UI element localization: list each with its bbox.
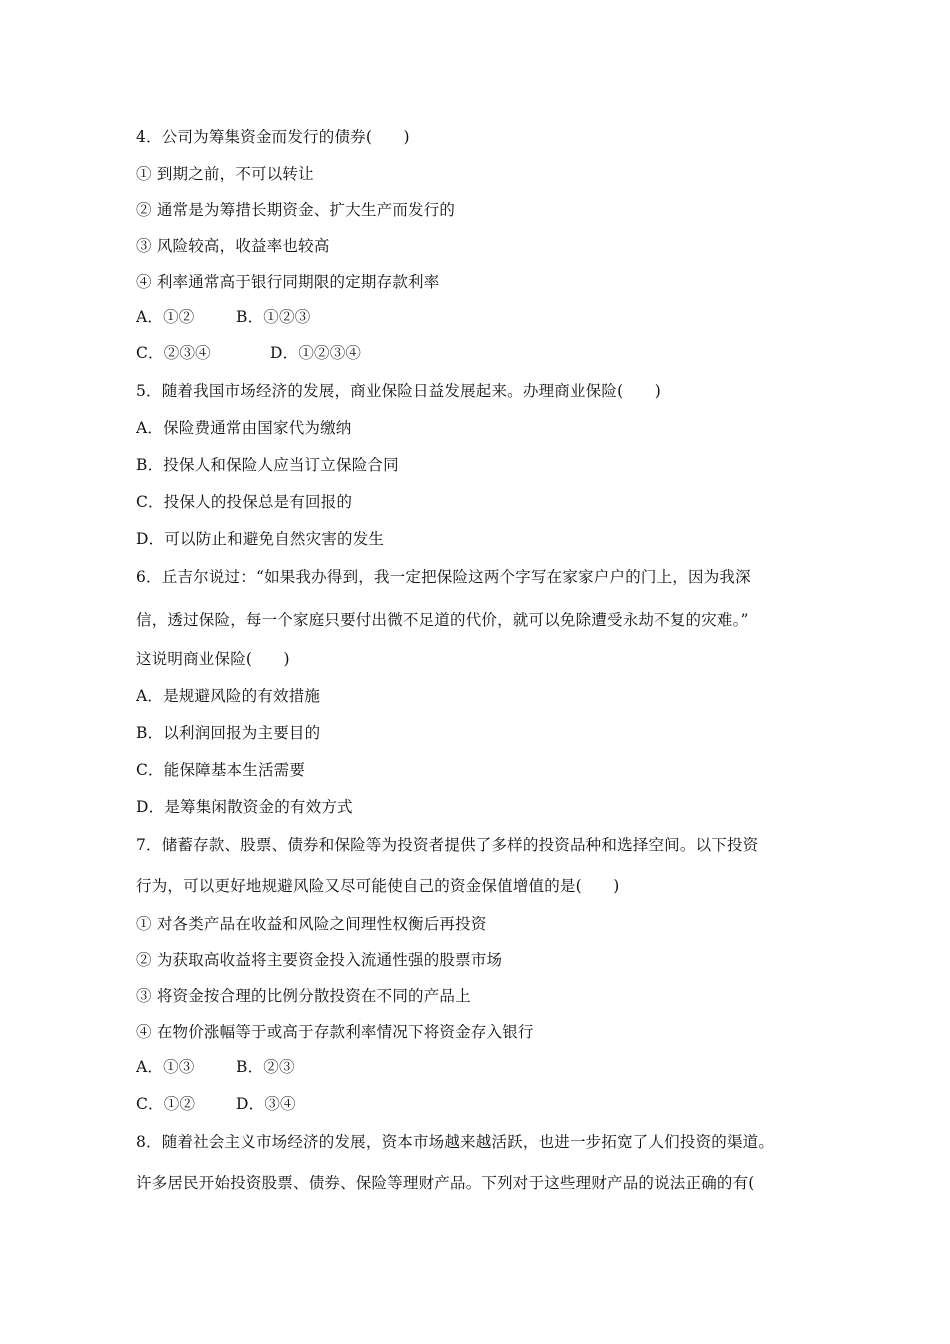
question-4-options-cd [136,343,361,363]
question-4-item-1: ① 到期之前，不可以转让 [136,165,314,183]
question-6-stem-line-3: 这说明商业保险( ) [136,650,290,668]
question-5-option-d: D．可以防止和避免自然灾害的发生 [136,530,385,548]
question-7-options-cd [136,1094,296,1114]
question-5-stem: 5．随着我国市场经济的发展，商业保险日益发展起来。办理商业保险( ) [136,382,661,400]
question-8-stem-line-2: 许多居民开始投资股票、债券、保险等理财产品。下列对于这些理财产品的说法正确的有( [136,1174,755,1192]
question-4-options-ab [136,307,310,327]
question-6-option-c: C．能保障基本生活需要 [136,761,306,779]
question-6-option-b: B．以利润回报为主要目的 [136,724,321,742]
question-7-item-4: ④ 在物价涨幅等于或高于存款利率情况下将资金存入银行 [136,1023,534,1041]
question-7-options-ab [136,1057,295,1077]
question-7-option-a: A．①③ [136,1058,195,1076]
question-4-item-2: ② 通常是为筹措长期资金、扩大生产而发行的 [136,201,456,219]
question-5-option-a: A．保险费通常由国家代为缴纳 [136,419,352,437]
question-6-stem-line-1: 6．丘吉尔说过：“如果我办得到，我一定把保险这两个字写在家家户户的门上，因为我深 [136,568,751,586]
question-7-stem-line-1: 7．储蓄存款、股票、债券和保险等为投资者提供了多样的投资品种和选择空间。以下投资 [136,836,759,854]
question-6-option-d: D．是筹集闲散资金的有效方式 [136,798,353,816]
question-7-option-c: C．①② [136,1095,196,1113]
question-8-stem-line-1: 8．随着社会主义市场经济的发展，资本市场越来越活跃，也进一步拓宽了人们投资的渠道。 [136,1133,775,1151]
question-4-option-a: A．①② [136,308,195,326]
question-4-item-3: ③ 风险较高，收益率也较高 [136,237,330,255]
question-6-option-a: A．是规避风险的有效措施 [136,687,321,705]
question-5-option-c: C．投保人的投保总是有回报的 [136,493,353,511]
question-7-option-d: D．③④ [236,1095,296,1113]
question-7-option-b: B．②③ [236,1058,295,1076]
question-4-item-4: ④ 利率通常高于银行同期限的定期存款利率 [136,273,440,291]
question-4-stem: 4．公司为筹集资金而发行的债券( ) [136,128,410,146]
question-7-item-3: ③ 将资金按合理的比例分散投资在不同的产品上 [136,987,471,1005]
question-7-item-1: ① 对各类产品在收益和风险之间理性权衡后再投资 [136,915,487,933]
question-4-option-d: D．①②③④ [270,344,362,362]
question-4-option-b: B．①②③ [236,308,311,326]
question-7-stem-line-2: 行为，可以更好地规避风险又尽可能使自己的资金保值增值的是( ) [136,877,620,895]
question-5-option-b: B．投保人和保险人应当订立保险合同 [136,456,399,474]
question-7-item-2: ② 为获取高收益将主要资金投入流通性强的股票市场 [136,951,503,969]
question-6-stem-line-2: 信，透过保险，每一个家庭只要付出微不足道的代价，就可以免除遭受永劫不复的灾难。” [136,611,749,629]
question-4-option-c: C．②③④ [136,344,211,362]
